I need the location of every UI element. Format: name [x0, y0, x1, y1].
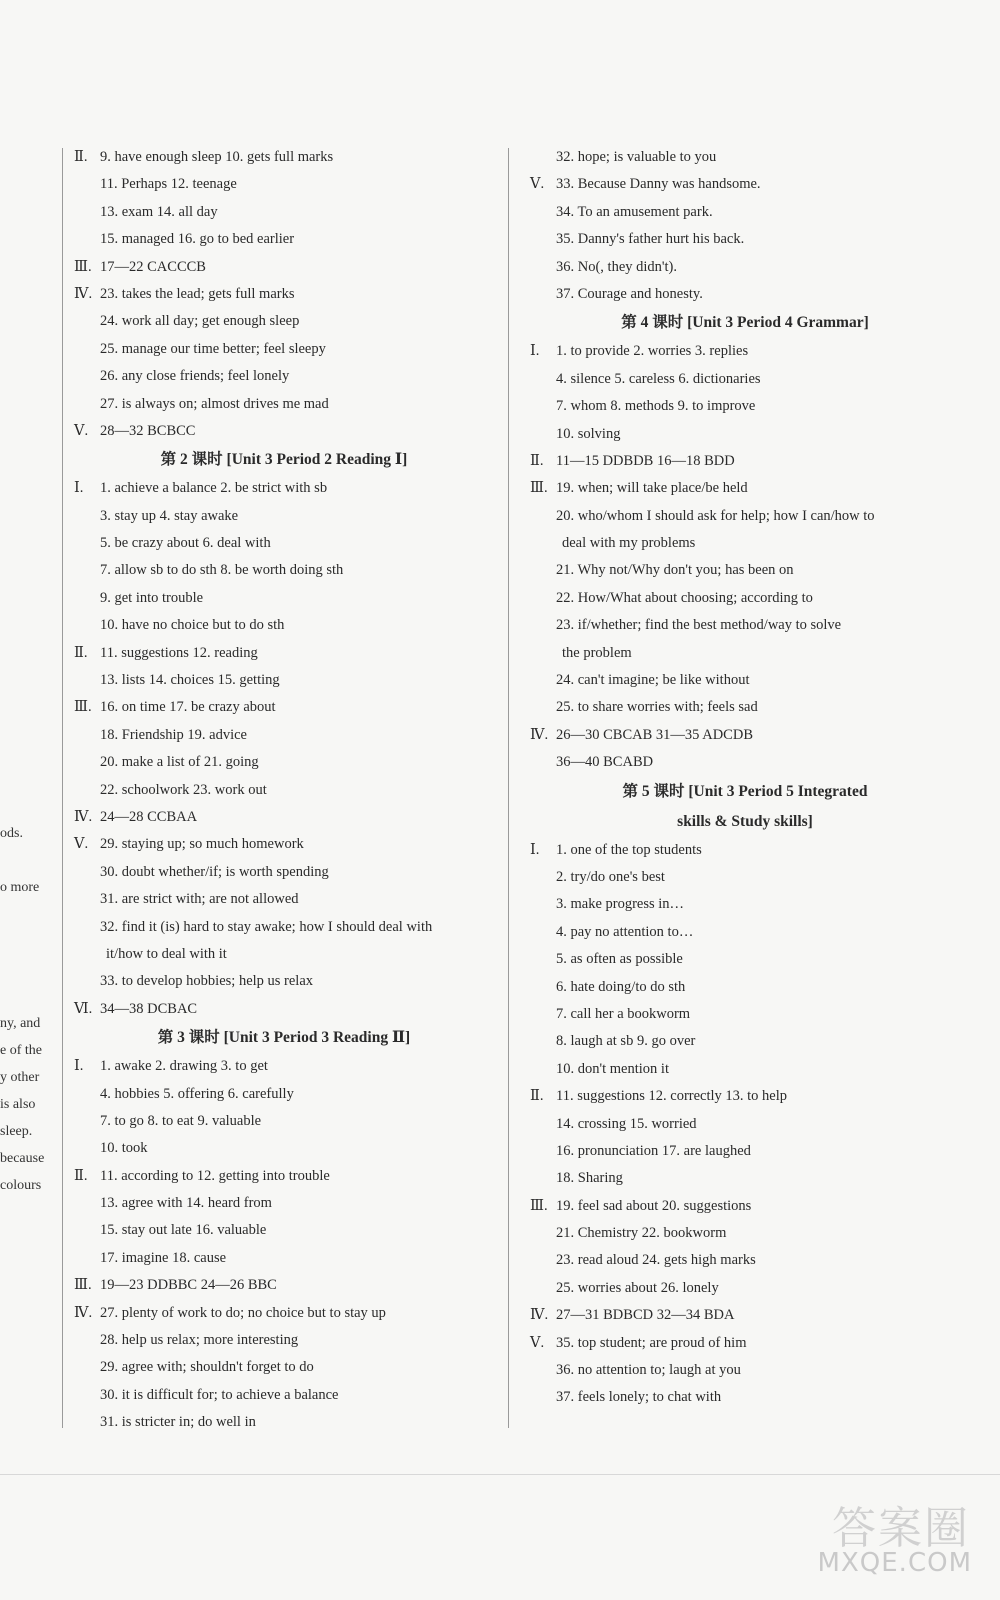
- answer-line: [520, 722, 970, 749]
- answer-text: 27—31 BDBCD 32—34 BDA: [556, 1307, 735, 1324]
- answer-text: 20. who/whom I should ask for help; how I can/how to: [556, 507, 875, 524]
- answer-line: [520, 1384, 970, 1411]
- watermark-logo-text: 答案圈: [832, 1503, 970, 1554]
- answer-line: [64, 254, 504, 281]
- answer-line: [520, 1001, 970, 1028]
- answer-text: 36—40 BCABD: [556, 754, 654, 771]
- answer-text: 1. to provide 2. worries 3. replies: [556, 343, 749, 360]
- watermark-url: MXQE.COM: [817, 1548, 972, 1578]
- answer-text: 6. hate doing/to do sth: [556, 978, 686, 995]
- answer-text: 17. imagine 18. cause: [100, 1249, 227, 1266]
- answer-text: 25. worries about 26. lonely: [556, 1279, 719, 1296]
- site-watermark: [800, 1492, 976, 1578]
- answer-text: 34. To an amusement park.: [556, 203, 713, 220]
- answer-line: [520, 1193, 970, 1220]
- answer-text: 1. awake 2. drawing 3. to get: [100, 1058, 268, 1075]
- answer-text: 10. solving: [556, 425, 621, 442]
- answer-text: 4. hobbies 5. offering 6. carefully: [100, 1085, 294, 1102]
- answer-line: [64, 1382, 504, 1409]
- answer-line: [64, 667, 504, 694]
- edge-fragment: o more: [0, 880, 40, 895]
- answer-text: 19. feel sad about 20. suggestions: [556, 1197, 752, 1214]
- answer-text: 24. work all day; get enough sleep: [100, 313, 300, 330]
- edge-fragment: sleep.: [0, 1124, 33, 1139]
- answer-line: [64, 418, 504, 445]
- answer-line: [64, 585, 504, 612]
- answer-line: [64, 475, 504, 502]
- answer-line: [64, 1409, 504, 1436]
- answer-line: [520, 1056, 970, 1083]
- answer-text: 25. manage our time better; feel sleepy: [100, 340, 326, 357]
- answer-line: [520, 254, 970, 281]
- answer-line: [520, 171, 970, 198]
- answer-text: 7. allow sb to do sth 8. be worth doing sth: [100, 562, 344, 579]
- answer-line: [520, 694, 970, 721]
- edge-fragment: ods.: [0, 826, 23, 841]
- edge-fragment: y other: [0, 1070, 40, 1085]
- answer-text: 20. make a list of 21. going: [100, 754, 259, 771]
- section-numeral: Ⅴ.: [74, 836, 89, 853]
- answer-text: 30. doubt whether/if; is worth spending: [100, 863, 329, 880]
- answer-text: 14. crossing 15. worried: [556, 1115, 697, 1132]
- answer-line: [64, 859, 504, 886]
- answer-line: [64, 914, 504, 941]
- answer-text: 35. Danny's father hurt his back.: [556, 231, 745, 248]
- section-heading: 第 3 课时 [Unit 3 Period 3 Reading Ⅱ]: [157, 1029, 411, 1047]
- answer-text: 28. help us relax; more interesting: [100, 1332, 299, 1349]
- answer-line: [64, 1245, 504, 1272]
- section-numeral: Ⅰ.: [74, 1058, 84, 1075]
- answer-line: [520, 448, 970, 475]
- answer-line: [520, 1165, 970, 1192]
- answer-text: 24. can't imagine; be like without: [556, 672, 750, 689]
- answer-text: 10. have no choice but to do sth: [100, 617, 285, 634]
- answer-text: 4. silence 5. careless 6. dictionaries: [556, 370, 761, 387]
- answer-line: [64, 1354, 504, 1381]
- answer-line: [520, 1247, 970, 1274]
- answer-text: 36. No(, they didn't).: [556, 258, 678, 275]
- answer-line: [520, 585, 970, 612]
- answer-line: [64, 1081, 504, 1108]
- answer-line: [520, 475, 970, 502]
- answer-line: [520, 557, 970, 584]
- answer-text: 26. any close friends; feel lonely: [100, 368, 290, 385]
- section-numeral: Ⅰ.: [530, 841, 540, 858]
- section-numeral: Ⅳ.: [74, 285, 93, 302]
- answer-text: 3. stay up 4. stay awake: [100, 507, 239, 524]
- answer-text: 27. is always on; almost drives me mad: [100, 395, 329, 412]
- section-numeral: Ⅲ.: [74, 1277, 92, 1294]
- answer-line: [520, 1357, 970, 1384]
- answer-line: [520, 974, 970, 1001]
- section-numeral: Ⅴ.: [530, 1334, 545, 1351]
- section-numeral: Ⅳ.: [74, 1304, 93, 1321]
- answer-text: 31. is stricter in; do well in: [100, 1414, 256, 1431]
- answer-line: [520, 1302, 970, 1329]
- answer-line: [64, 144, 504, 171]
- answer-text: 23. takes the lead; gets full marks: [100, 285, 295, 302]
- answer-line: [520, 1138, 970, 1165]
- section-numeral: Ⅴ.: [530, 176, 545, 193]
- answer-line: [64, 886, 504, 913]
- answer-text: 15. managed 16. go to bed earlier: [100, 231, 295, 248]
- answer-line: [520, 393, 970, 420]
- section-numeral: Ⅴ.: [74, 422, 89, 439]
- answer-text: 11. suggestions 12. reading: [100, 644, 258, 661]
- answer-text: 10. took: [100, 1140, 148, 1157]
- section-numeral: Ⅲ.: [530, 1197, 548, 1214]
- answer-line: [520, 144, 970, 171]
- answer-text: 22. schoolwork 23. work out: [100, 781, 267, 798]
- answer-text: 32. hope; is valuable to you: [556, 149, 717, 165]
- answer-text: 4. pay no attention to…: [556, 923, 694, 940]
- answer-text: 16. on time 17. be crazy about: [100, 699, 276, 716]
- answer-text: 7. whom 8. methods 9. to improve: [556, 398, 756, 415]
- answer-text: 10. don't mention it: [556, 1060, 669, 1077]
- answer-text: 13. exam 14. all day: [100, 203, 218, 220]
- answer-text: 21. Chemistry 22. bookworm: [556, 1225, 727, 1242]
- section-numeral: Ⅲ.: [74, 699, 92, 716]
- answer-line: [64, 1217, 504, 1244]
- answer-line: [64, 804, 504, 831]
- answer-text: 3. make progress in…: [556, 896, 685, 913]
- answer-line: [520, 667, 970, 694]
- answer-text: 23. read aloud 24. gets high marks: [556, 1252, 756, 1269]
- answer-line: [520, 919, 970, 946]
- answer-line: [64, 1053, 504, 1080]
- answer-line: [520, 366, 970, 393]
- answer-line: [64, 336, 504, 363]
- answer-line: [64, 722, 504, 749]
- answer-line: [64, 1300, 504, 1327]
- answer-text: 19—23 DDBBC 24—26 BBC: [100, 1277, 277, 1294]
- answer-line: [64, 1108, 504, 1135]
- section-numeral: Ⅱ.: [74, 644, 88, 661]
- answer-text: 11. according to 12. getting into trouble: [100, 1167, 330, 1184]
- answer-text: 11. suggestions 12. correctly 13. to help: [556, 1088, 788, 1105]
- answer-line: [64, 391, 504, 418]
- answer-line: [520, 1028, 970, 1055]
- answer-line: [520, 1330, 970, 1357]
- answer-line: [64, 171, 504, 198]
- answer-text: 37. Courage and honesty.: [556, 285, 703, 302]
- answer-text: 26—30 CBCAB 31—35 ADCDB: [556, 726, 753, 743]
- answer-line: [64, 996, 504, 1023]
- answer-text: 13. lists 14. choices 15. getting: [100, 672, 280, 689]
- answer-line: [64, 831, 504, 858]
- edge-fragment: e of the: [0, 1043, 42, 1058]
- answer-text: it/how to deal with it: [106, 945, 227, 962]
- answer-line: [520, 226, 970, 253]
- answer-text: 22. How/What about choosing; according to: [556, 589, 813, 606]
- section-heading: skills & Study skills]: [677, 812, 813, 830]
- section-numeral: Ⅱ.: [74, 1167, 88, 1184]
- answer-text: 1. achieve a balance 2. be strict with sb: [100, 480, 328, 497]
- answer-line: [64, 749, 504, 776]
- answer-line: [520, 891, 970, 918]
- answer-line: [520, 612, 970, 639]
- answer-text: 9. have enough sleep 10. gets full marks: [100, 149, 334, 165]
- answer-line: [520, 199, 970, 226]
- answer-line: [520, 640, 970, 667]
- answer-text: 11—15 DDBDB 16—18 BDD: [556, 452, 735, 469]
- answer-text: 36. no attention to; laugh at you: [556, 1362, 741, 1379]
- answer-line: [64, 941, 504, 968]
- answer-line: [520, 946, 970, 973]
- answer-line: [520, 1083, 970, 1110]
- edge-fragment: ny, and: [0, 1016, 41, 1031]
- answer-line: [520, 1275, 970, 1302]
- answer-line: [64, 199, 504, 226]
- answer-text: 27. plenty of work to do; no choice but to stay up: [100, 1304, 386, 1321]
- section-numeral: Ⅰ.: [74, 480, 84, 497]
- column-divider: [508, 148, 509, 1428]
- answer-text: 33. to develop hobbies; help us relax: [100, 973, 314, 990]
- answer-text: 7. to go 8. to eat 9. valuable: [100, 1112, 262, 1129]
- answer-line: [64, 694, 504, 721]
- section-heading: 第 5 课时 [Unit 3 Period 5 Integrated: [622, 782, 868, 800]
- answer-line: [520, 530, 970, 557]
- answer-line: [64, 557, 504, 584]
- answer-line: [520, 421, 970, 448]
- answer-text: the problem: [562, 644, 632, 661]
- answer-line: [64, 363, 504, 390]
- answer-text: 2. try/do one's best: [556, 868, 665, 885]
- answer-text: 25. to share worries with; feels sad: [556, 699, 758, 716]
- answer-text: 32. find it (is) hard to stay awake; how I should deal with: [100, 918, 433, 935]
- answer-line: [64, 1327, 504, 1354]
- answer-text: 18. Sharing: [556, 1170, 623, 1187]
- answer-text: 29. agree with; shouldn't forget to do: [100, 1359, 314, 1376]
- section-heading: 第 4 课时 [Unit 3 Period 4 Grammar]: [621, 314, 869, 332]
- edge-fragment: because: [0, 1151, 45, 1166]
- answer-line: [64, 281, 504, 308]
- answer-text: 18. Friendship 19. advice: [100, 726, 247, 743]
- answer-text: 1. one of the top students: [556, 841, 702, 858]
- section-numeral: Ⅱ.: [530, 1088, 544, 1105]
- answer-line: [520, 503, 970, 530]
- answer-line: [520, 749, 970, 776]
- answer-text: 29. staying up; so much homework: [100, 836, 304, 853]
- answer-text: deal with my problems: [562, 535, 696, 552]
- answer-text: 7. call her a bookworm: [556, 1005, 691, 1022]
- answer-line: [64, 226, 504, 253]
- answer-text: 11. Perhaps 12. teenage: [100, 176, 237, 193]
- edge-fragment: colours: [0, 1178, 42, 1193]
- answer-text: 8. laugh at sb 9. go over: [556, 1033, 696, 1050]
- answer-column-right: [520, 144, 970, 1412]
- answer-line: [520, 281, 970, 308]
- edge-fragment: is also: [0, 1097, 36, 1112]
- answer-line: [64, 640, 504, 667]
- answer-text: 5. as often as possible: [556, 951, 683, 968]
- answer-text: 24—28 CCBAA: [100, 808, 198, 825]
- answer-line: [64, 503, 504, 530]
- answer-line: [64, 612, 504, 639]
- section-numeral: Ⅳ.: [530, 1307, 549, 1324]
- answer-text: 28—32 BCBCC: [100, 422, 196, 439]
- answer-line: [520, 1111, 970, 1138]
- answer-column-left: [64, 144, 504, 1437]
- answer-line: [64, 1272, 504, 1299]
- section-numeral: Ⅳ.: [74, 808, 93, 825]
- section-numeral: Ⅲ.: [530, 480, 548, 497]
- answer-text: 17—22 CACCCB: [100, 258, 206, 275]
- answer-text: 16. pronunciation 17. are laughed: [556, 1142, 751, 1159]
- section-numeral: Ⅳ.: [530, 726, 549, 743]
- answer-text: 34—38 DCBAC: [100, 1000, 198, 1017]
- answer-line: [520, 837, 970, 864]
- answer-text: 33. Because Danny was handsome.: [556, 176, 761, 193]
- answer-line: [64, 308, 504, 335]
- section-numeral: Ⅱ.: [530, 452, 544, 469]
- left-margin-rule: [62, 148, 63, 1428]
- answer-text: 30. it is difficult for; to achieve a balance: [100, 1386, 339, 1403]
- answer-line: [520, 1220, 970, 1247]
- answer-text: 9. get into trouble: [100, 589, 204, 606]
- answer-line: [64, 1163, 504, 1190]
- answer-text: 19. when; will take place/be held: [556, 480, 748, 497]
- section-numeral: Ⅵ.: [74, 1000, 93, 1017]
- answer-line: [520, 864, 970, 891]
- section-numeral: Ⅲ.: [74, 258, 92, 275]
- answer-text: 23. if/whether; find the best method/way to solve: [556, 617, 842, 634]
- answer-text: 31. are strict with; are not allowed: [100, 891, 299, 908]
- answer-text: 37. feels lonely; to chat with: [556, 1389, 722, 1406]
- answer-text: 21. Why not/Why don't you; has been on: [556, 562, 794, 579]
- answer-text: 15. stay out late 16. valuable: [100, 1222, 267, 1239]
- answer-text: 35. top student; are proud of him: [556, 1334, 747, 1351]
- answer-text: 13. agree with 14. heard from: [100, 1195, 272, 1212]
- section-numeral: Ⅱ.: [74, 149, 88, 165]
- answer-line: [520, 338, 970, 365]
- section-heading: 第 2 课时 [Unit 3 Period 2 Reading Ⅰ]: [160, 451, 408, 469]
- answer-line: [64, 1135, 504, 1162]
- answer-line: [64, 1190, 504, 1217]
- answer-line: [64, 530, 504, 557]
- answer-text: 5. be crazy about 6. deal with: [100, 535, 271, 552]
- bottom-rule: [0, 1474, 1000, 1475]
- answer-line: [64, 968, 504, 995]
- section-numeral: Ⅰ.: [530, 343, 540, 360]
- answer-line: [64, 777, 504, 804]
